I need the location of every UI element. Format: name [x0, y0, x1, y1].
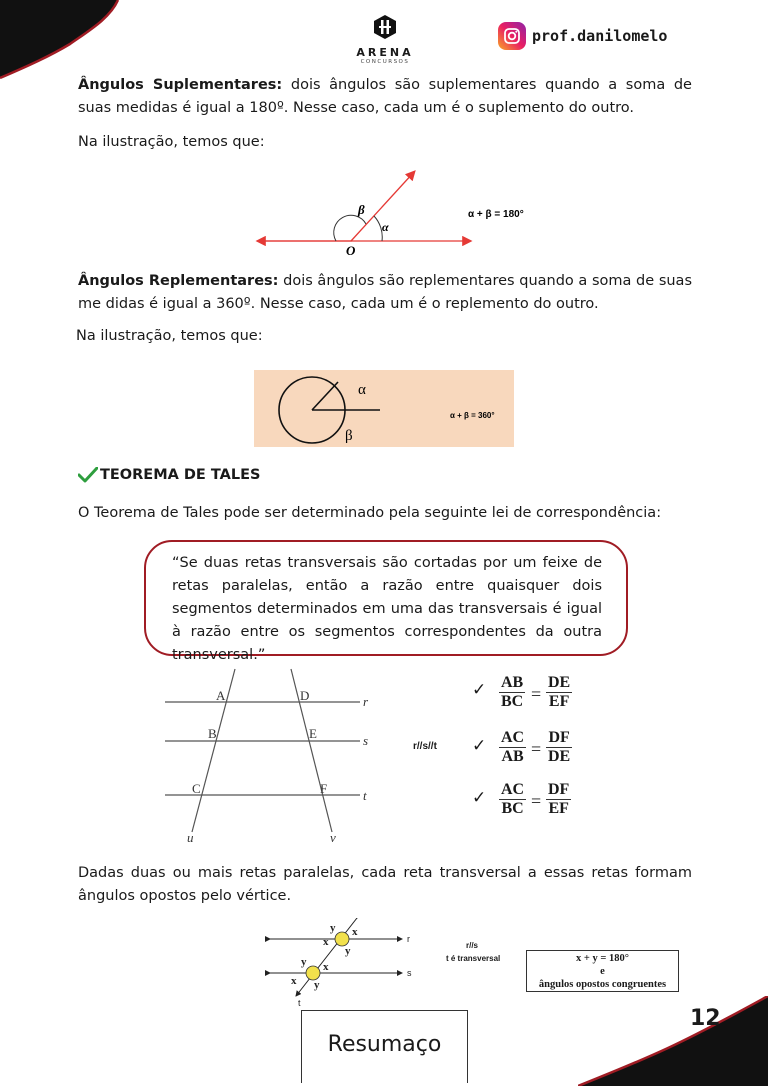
label-r: r [363, 694, 369, 709]
tales-heading-text: TEOREMA DE TALES [100, 467, 261, 483]
vertex-bottom [306, 966, 320, 980]
tales-quote: “Se duas retas transversais são cortadas por um feixe de retas paralelas, então a razão entre quaisquer dois segmentos determinados em uma das transversais é igual à razão entre os segmentos correspondentes da outra transversal.” [172, 555, 602, 663]
replementares-paragraph [78, 270, 692, 316]
label-t: t [363, 788, 367, 803]
oblique-ray [312, 382, 338, 410]
suplementares-paragraph [78, 74, 692, 120]
ratio-2-den-right: DE [548, 748, 571, 765]
replementary-angles-diagram [254, 370, 514, 447]
tales-heading [78, 467, 260, 483]
point-e: E [309, 726, 317, 741]
label-origin: O [346, 243, 356, 258]
vertex-top [335, 932, 349, 946]
ratio-3-num-right: DF [548, 781, 570, 798]
ratio-3-den-right: EF [548, 800, 569, 817]
label-x-top-1: x [352, 926, 358, 938]
supplementary-angles-diagram [252, 168, 552, 260]
parallel-note-rs: r//s [466, 941, 479, 950]
point-d: D [300, 688, 310, 703]
beta-arc [334, 215, 366, 241]
label-beta: β [345, 428, 353, 444]
ratio-check-3: ✓ [472, 788, 487, 808]
line-u [192, 669, 235, 832]
suplementares-formula: α + β = 180° [468, 209, 524, 220]
suplementares-term: Ângulos Suplementares: [78, 77, 283, 93]
label-r: r [407, 934, 410, 944]
brand-name: ARENA [356, 46, 414, 59]
result-box [526, 950, 679, 992]
ratio-1-right [546, 674, 572, 711]
suplementares-illustration-intro: Na ilustração, temos que: [78, 134, 265, 150]
result-line-2: e [600, 966, 605, 977]
ratio-3-right [546, 781, 571, 818]
point-f: F [320, 781, 328, 796]
ratio-3-left [499, 781, 526, 818]
ratio-2-equals: = [531, 739, 542, 759]
replementares-text: dois ângulos são replementares quando a soma de suas me didas é igual a 360º. Nesse caso, cada um é o replemento do outro. [78, 273, 693, 312]
brand-sub: CONCURSOS [360, 59, 410, 65]
label-t: t [298, 998, 301, 1008]
ratio-3-den-left: BC [501, 800, 524, 817]
label-x-bottom-1: x [323, 961, 329, 973]
ratio-1-den-right: EF [548, 693, 570, 710]
page-number: 12 [690, 1006, 721, 1031]
tales-intro: O Teorema de Tales pode ser determinado pela seguinte lei de correspondência: [78, 505, 662, 521]
ratio-1-den-left: BC [501, 693, 524, 710]
ratio-2-den-left: AB [501, 748, 524, 765]
replementares-illustration-intro: Na ilustração, temos que: [76, 328, 263, 344]
ratio-1-num-right: DE [548, 674, 571, 691]
instagram-icon [498, 22, 526, 50]
line-v [291, 669, 332, 832]
vertical-angles-diagram [262, 918, 422, 1008]
ratio-2-left [499, 729, 526, 766]
point-c: C [192, 781, 201, 796]
corner-brush-bottom-right [578, 996, 768, 1086]
transversal-note: t é transversal [446, 954, 501, 963]
label-s: s [363, 733, 369, 748]
label-y-top-2: y [345, 945, 351, 957]
label-s: s [407, 968, 412, 978]
label-y-top-1: y [330, 922, 336, 934]
result-line-1: x + y = 180° [576, 953, 629, 964]
arena-logo-icon [372, 14, 398, 40]
label-beta: β [358, 202, 365, 217]
label-y-bottom-1: y [301, 956, 307, 968]
parallel-note: r//s//t [413, 741, 437, 752]
replementares-formula: α + β = 360° [450, 411, 495, 420]
label-x-top-2: x [323, 936, 329, 948]
replementary-angles-panel [254, 370, 514, 447]
ratio-3-num-left: AC [501, 781, 525, 798]
instagram-badge [498, 22, 667, 50]
result-line-3: ângulos opostos congruentes [538, 979, 667, 990]
corner-brush-top-left [0, 0, 130, 80]
ratio-1-equals: = [531, 684, 542, 704]
ratio-2-right [546, 729, 572, 766]
label-v: v [330, 830, 336, 844]
footer-label: Resumaço [327, 1032, 442, 1057]
point-b: B [208, 726, 217, 741]
instagram-handle: prof.danilomelo [532, 27, 668, 45]
opostos-paragraph: Dadas duas ou mais retas paralelas, cada reta transversal a essas retas formam ângulos opostos pelo vértice. [78, 865, 692, 904]
ratio-3-equals: = [531, 791, 542, 811]
tales-diagram [160, 664, 385, 844]
ratio-2-num-right: DF [546, 729, 572, 748]
ratio-1-num-left: AB [501, 674, 524, 691]
label-u: u [187, 830, 194, 844]
label-alpha: α [358, 382, 366, 398]
alpha-arc [374, 216, 382, 241]
label-y-bottom-2: y [314, 979, 320, 991]
checkmark-icon [78, 467, 98, 483]
point-a: A [216, 688, 226, 703]
ratio-check-1: ✓ [472, 680, 487, 700]
label-x-bottom-2: x [291, 975, 297, 987]
arena-logo [345, 14, 425, 65]
ratio-1-left [499, 674, 525, 711]
suplementares-text: dois ângulos são suplementares quando a soma de suas medidas é igual a 180º. Nesse caso, cada um é o suplemento do outro. [78, 77, 692, 116]
ratio-check-2: ✓ [472, 736, 487, 756]
label-alpha: α [382, 220, 389, 234]
ratio-2-num-left: AC [501, 729, 525, 746]
replementares-term: Ângulos Replementares: [78, 273, 279, 289]
